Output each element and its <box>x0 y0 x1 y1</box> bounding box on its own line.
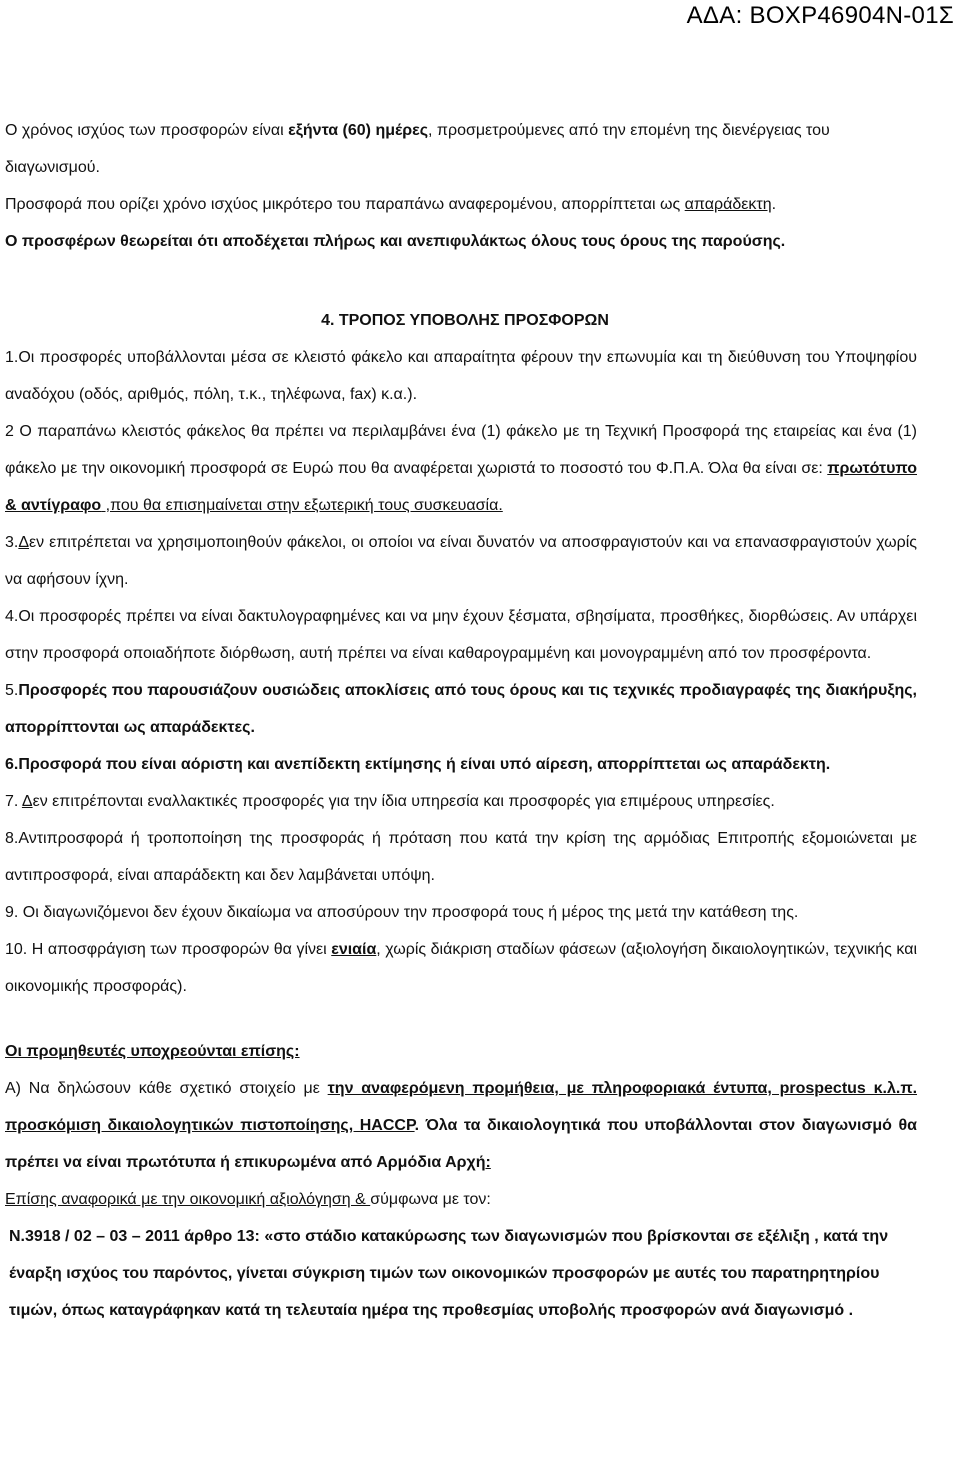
section-heading: 4. ΤΡΟΠΟΣ ΥΠΟΒΟΛΗΣ ΠΡΟΣΦΟΡΩΝ <box>321 312 609 329</box>
validity-paragraph: Ο χρόνος ισχύος των προσφορών είναι εξήντα (60) ημέρες, προσμετρούμενες από την επομένη της διενέργειας του διαγωνισμού. <box>5 122 830 176</box>
document-body <box>5 112 917 1329</box>
item-1: 1.Οι προσφορές υποβάλλονται μέσα σε κλειστό φάκελο και απαραίτητα φέρουν την επωνυμία και τη διεύθυνση του Υποψηφίου αναδόχου (οδός, αριθμός, πόλη, τ.κ., τηλέφωνα, fax) κ.α.). <box>5 349 917 403</box>
item-6: 6.Προσφορά που είναι αόριστη και ανεπίδεκτη εκτίμησης ή είναι υπό αίρεση, απορρίπτεται ως απαράδεκτη. <box>5 756 831 773</box>
acceptance-paragraph: Ο προσφέρων θεωρείται ότι αποδέχεται πλήρως και ανεπιφυλάκτως όλους τους όρους της παρούσης. <box>5 233 786 250</box>
obligations-heading: Οι προμηθευτές υποχρεούνται επίσης: <box>5 1043 300 1060</box>
item-4: 4.Οι προσφορές πρέπει να είναι δακτυλογραφημένες και να μην έχουν ξέσματα, σβησίματα, προσθήκες, διορθώσεις. Αν υπάρχει στην προσφορά οποιαδήποτε διόρθωση, αυτή πρέπει να είναι καθαρογραμμένη και μονογραμμένη από τον προσφέροντα. <box>5 608 917 662</box>
evaluation-line: Επίσης αναφορικά με την οικονομική αξιολόγηση & σύμφωνα με τον: <box>5 1191 491 1208</box>
item-5: 5.Προσφορές που παρουσιάζουν ουσιώδεις αποκλίσεις από τους όρους και τις τεχνικές προδιαγραφές της διακήρυξης, απορρίπτονται ως απαράδεκτες. <box>5 682 917 736</box>
short-validity-paragraph: Προσφορά που ορίζει χρόνο ισχύος μικρότερο του παραπάνω αναφερομένου, απορρίπτεται ως απαράδεκτη. <box>5 196 777 213</box>
item-9: 9. Οι διαγωνιζόμενοι δεν έχουν δικαίωμα να αποσύρουν την προσφορά τους ή μέρος της μετά την κατάθεση της. <box>5 904 799 921</box>
item-8: 8.Αντιπροσφορά ή τροποποίηση της προσφοράς ή πρόταση που κατά την κρίση της αρμόδιας Επιτροπής εξομοιώνεται με αντιπροσφορά, είναι απαράδεκτη και δεν λαμβάνεται υπόψη. <box>5 830 917 884</box>
item-3: 3.Δεν επιτρέπεται να χρησιμοποιηθούν φάκελοι, οι οποίοι να είναι δυνατόν να αποσφραγιστούν και να επανασφραγιστούν χωρίς να αφήσουν ίχνη. <box>5 534 917 588</box>
item-2: 2 Ο παραπάνω κλειστός φάκελος θα πρέπει να περιλαμβάνει ένα (1) φάκελο με τη Τεχνική Προσφορά της εταιρείας και ένα (1) φάκελο με την οικονομική προσφορά σε Ευρώ που θα αναφέρεται χωριστά το ποσοστό του Φ.Π.Α. Όλα θα είναι σε: πρωτότυπο & αντίγραφο ,που θα επισημαίνεται στην εξωτερική τους συσκευασία. <box>5 423 917 514</box>
sixty-days: εξήντα (60) ημέρες <box>288 122 429 139</box>
item-10: 10. Η αποσφράγιση των προσφορών θα γίνει ενιαία, χωρίς διάκριση σταδίων φάσεων (αξιολογήση δικαιολογητικών, τεχνικής και οικονομικής προσφοράς). <box>5 941 918 995</box>
law-quote: Ν.3918 / 02 – 03 – 2011 άρθρο 13: «στο στάδιο κατακύρωσης των διαγωνισμών που βρίσκονται σε εξέλιξη , κατά την έναρξη ισχύος του παρόντος, γίνεται σύγκριση τιμών των οικονομικών προσφορών με αυτές του παρατηρητηρίου τιμών, όπως καταγράφηκαν κατά τη τελευταία ημέρα της προθεσμίας υποβολής προσφορών ανά διαγωνισμό . <box>9 1228 889 1319</box>
ada-code: ΑΔΑ: ΒΟΧΡ46904Ν-01Σ <box>686 2 954 29</box>
inadmissible-term: απαράδεκτη <box>684 196 772 213</box>
obligation-a: Α) Να δηλώσουν κάθε σχετικό στοιχείο με την αναφερόμενη προμήθεια, με πληροφοριακά έντυπα, prospectus κ.λ.π. προσκόμιση δικαιολογητικών πιστοποίησης, HACCP. Όλα τα δικαιολογητικά που υποβάλλονται στον διαγωνισμό θα πρέπει να είναι πρωτότυπα ή επικυρωμένα από Αρμόδια Αρχή: <box>5 1080 918 1171</box>
original-copy-term: πρωτότυπο & αντίγραφο <box>5 460 917 514</box>
unified-term: ενιαία <box>331 941 377 958</box>
spacer <box>5 1005 917 1033</box>
item-7: 7. Δεν επιτρέπονται εναλλακτικές προσφορές για την ίδια υπηρεσία και προσφορές για επιμέρους υπηρεσίες. <box>5 793 775 810</box>
